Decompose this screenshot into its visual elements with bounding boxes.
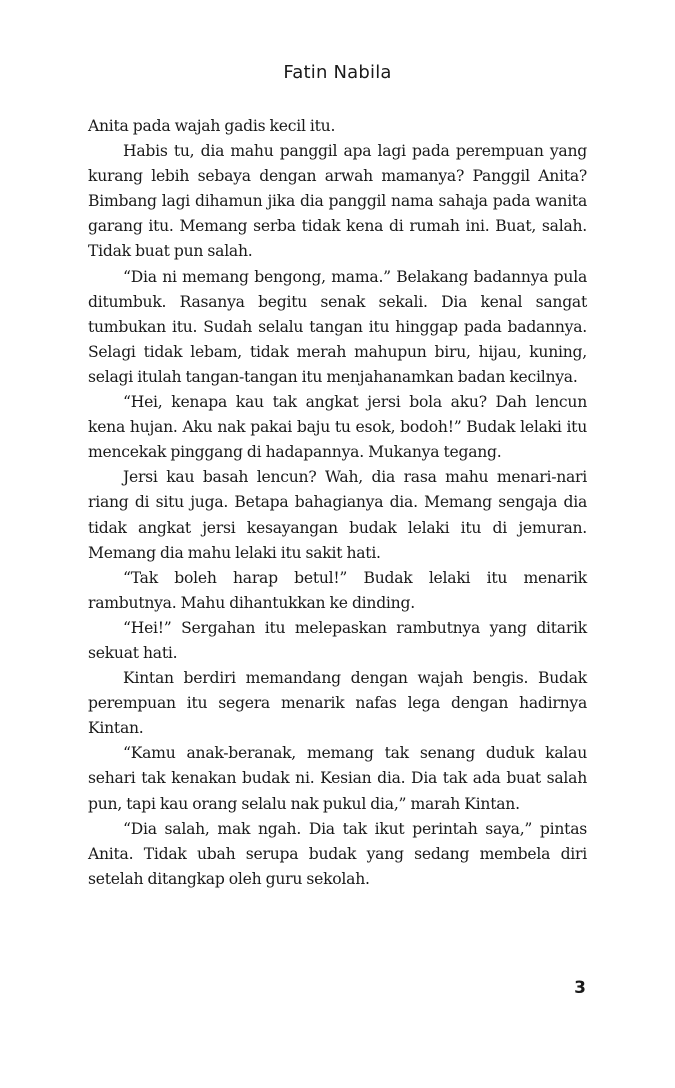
running-head-title: Fatin Nabila [283, 62, 392, 83]
paragraph-9: “Kamu anak-beranak, memang tak senang duduk kalau sehari tak kenakan budak ni. Kesian dia. Dia tak ada buat salah pun, tapi kau orang selalu nak pukul dia,” marah Kintan. [88, 744, 587, 813]
paragraph-10: “Dia salah, mak ngah. Dia tak ikut perintah saya,” pintas Anita. Tidak ubah serupa budak yang sedang membela diri setelah ditangkap oleh guru sekolah. [88, 819, 587, 888]
paragraph-2: Habis tu, dia mahu panggil apa lagi pada perempuan yang kurang lebih sebaya dengan arwah mamanya? Panggil Anita? Bimbang lagi dihamun jika dia panggil nama sahaja pada wanita garang itu. Memang serba tidak kena di rumah ini. Buat, salah. Tidak buat pun salah. [88, 142, 587, 261]
paragraph-6: “Tak boleh harap betul!” Budak lelaki itu menarik rambutnya. Mahu dihantukkan ke dinding. [88, 568, 587, 612]
page-number: 3 [574, 978, 586, 998]
paragraph-3: “Dia ni memang bengong, mama.” Belakang badannya pula ditumbuk. Rasanya begitu senak sekali. Dia kenal sangat tumbukan itu. Sudah selalu tangan itu hinggap pada badannya. Selagi tidak lebam, tidak merah mahupun biru, hijau, kuning, selagi itulah tangan-tangan itu menjahanamkan badan kecilnya. [88, 267, 587, 386]
paragraph-1: Anita pada wajah gadis kecil itu. [88, 117, 336, 135]
paragraph-8: Kintan berdiri memandang dengan wajah bengis. Budak perempuan itu segera menarik nafas lega dengan hadirnya Kintan. [88, 669, 587, 738]
body-text [88, 114, 587, 892]
paragraph-7: “Hei!” Sergahan itu melepaskan rambutnya yang ditarik sekuat hati. [88, 618, 587, 662]
paragraph-5: Jersi kau basah lencun? Wah, dia rasa mahu menari-nari riang di situ juga. Betapa bahagianya dia. Memang sengaja dia tidak angkat jersi kesayangan budak lelaki itu di jemuran. Memang dia mahu lelaki itu sakit hati. [88, 468, 587, 562]
paragraph-4: “Hei, kenapa kau tak angkat jersi bola aku? Dah lencun kena hujan. Aku nak pakai baju tu esok, bodoh!” Budak lelaki itu mencekak pinggang di hadapannya. Mukanya tegang. [88, 393, 587, 462]
